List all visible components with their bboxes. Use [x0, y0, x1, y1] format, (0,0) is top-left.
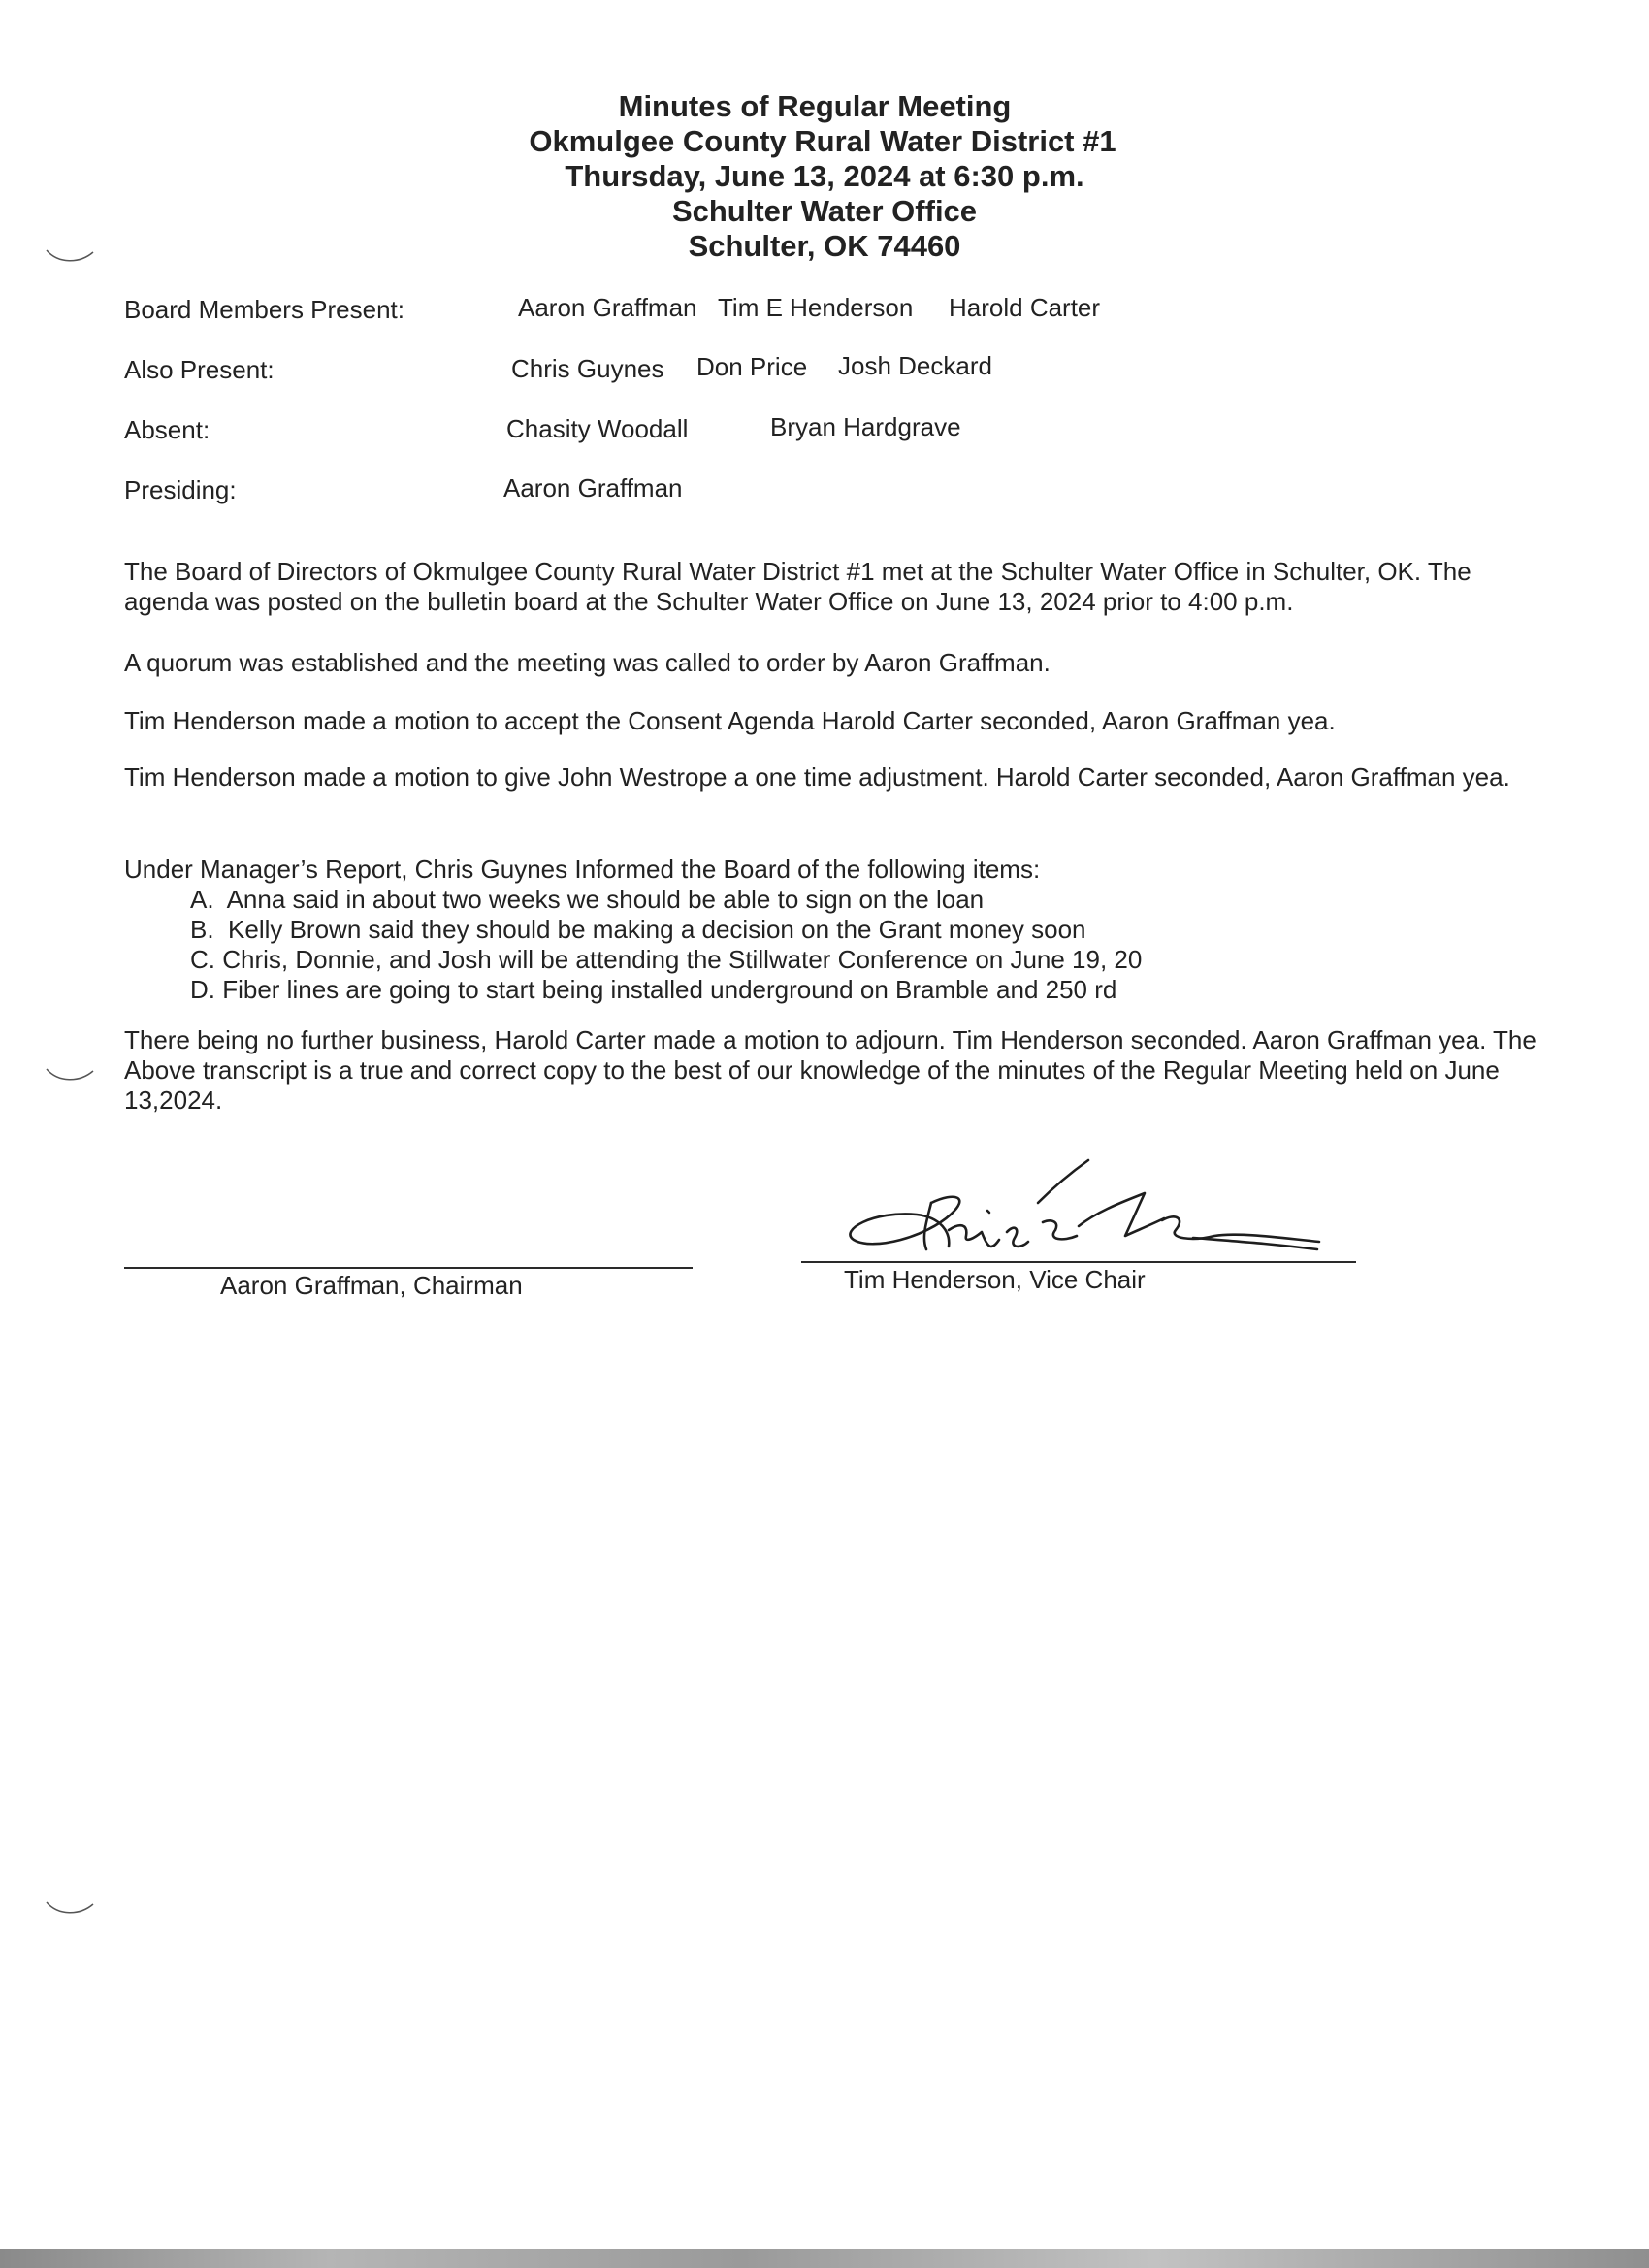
header-city: Schulter, OK 74460	[688, 229, 961, 263]
board-members-label: Board Members Present:	[124, 295, 405, 324]
list-item: B. Kelly Brown said they should be making a decision on the Grant money soon	[190, 915, 1086, 944]
scan-bottom-edge	[0, 2249, 1649, 2268]
header-title: Minutes of Regular Meeting	[618, 89, 1012, 123]
also-present-name: Josh Deckard	[838, 351, 992, 380]
chairman-signature-line	[124, 1267, 693, 1269]
list-item: A. Anna said in about two weeks we should be able to sign on the loan	[190, 885, 985, 914]
absent-name: Bryan Hardgrave	[770, 412, 961, 441]
board-member-name: Harold Carter	[949, 293, 1101, 322]
handwritten-signature	[834, 1154, 1339, 1290]
absent-label: Absent:	[124, 415, 210, 444]
also-present-label: Also Present:	[124, 355, 275, 384]
list-item: D. Fiber lines are going to start being installed underground on Bramble and 250 rd	[190, 975, 1117, 1004]
paragraph-meeting-info: The Board of Directors of Okmulgee County Rural Water District #1 met at the Schulter Water Office in Schulter, OK. The agenda was posted on the bulletin board at the Schulter Water Office on June 13, 2024 prior to 4:00 p.m.	[124, 557, 1471, 616]
punch-hole-mark	[45, 1898, 95, 1918]
presiding-label: Presiding:	[124, 475, 237, 504]
paragraph-consent-agenda: Tim Henderson made a motion to accept the Consent Agenda Harold Carter seconded, Aaron Graffman yea.	[124, 706, 1336, 735]
also-present-row	[124, 351, 992, 385]
header-organization: Okmulgee County Rural Water District #1	[529, 124, 1116, 158]
absent-name: Chasity Woodall	[506, 414, 689, 443]
document-header	[0, 89, 1649, 264]
board-member-name: Tim E Henderson	[718, 293, 914, 322]
paragraph-adjustment-motion: Tim Henderson made a motion to give John Westrope a one time adjustment. Harold Carter seconded, Aaron Graffman yea.	[124, 762, 1510, 792]
punch-hole-mark	[45, 246, 95, 266]
header-location: Schulter Water Office	[671, 194, 978, 228]
managers-report-intro: Under Manager’s Report, Chris Guynes Informed the Board of the following items:	[124, 855, 1041, 884]
also-present-name: Don Price	[696, 352, 808, 381]
board-member-name: Aaron Graffman	[518, 293, 697, 322]
also-present-name: Chris Guynes	[511, 354, 664, 383]
board-members-row	[124, 293, 1101, 325]
presiding-name: Aaron Graffman	[503, 473, 683, 502]
list-item: C. Chris, Donnie, and Josh will be attending the Stillwater Conference on June 19, 20	[190, 945, 1143, 974]
absent-row	[124, 412, 961, 445]
presiding-row	[124, 473, 683, 505]
paragraph-quorum: A quorum was established and the meeting was called to order by Aaron Graffman.	[124, 648, 1051, 677]
header-date: Thursday, June 13, 2024 at 6:30 p.m.	[565, 159, 1084, 193]
managers-report	[124, 855, 1142, 1005]
vice-chair-signature-label: Tim Henderson, Vice Chair	[844, 1265, 1146, 1294]
chairman-signature-label: Aaron Graffman, Chairman	[220, 1271, 523, 1300]
paragraph-adjournment: There being no further business, Harold Carter made a motion to adjourn. Tim Henderson seconded. Aaron Graffman yea. The Above transcript is a true and correct copy to the best of our knowledge of the minutes of the Regular Meeting held on June 13,2024.	[124, 1025, 1536, 1115]
punch-hole-mark	[45, 1065, 95, 1085]
